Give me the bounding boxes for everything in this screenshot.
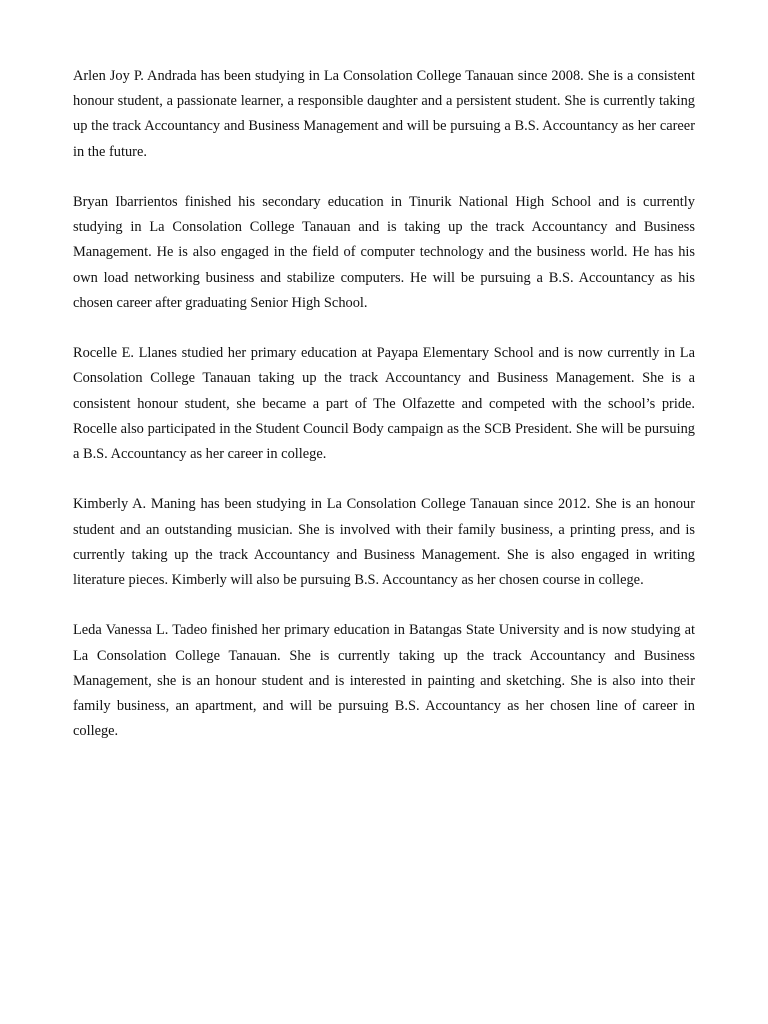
bio-maning: Kimberly A. Maning has been studying in La Consolation College Tanauan since 2012. She is an honour student and an outstanding musician. She is involved with their family business, a printing press, and is currently taking up the track Accountancy and Business Management. She is also engaged in writing literature pieces. Kimberly will also be pursuing B.S. Accountancy as her chosen course in college. [73,496,695,589]
bio-andrada: Arlen Joy P. Andrada has been studying in La Consolation College Tanauan since 2008. She is a consistent honour student, a passionate learner, a responsible daughter and a persistent student. She is currently taking up the track Accountancy and Business Management and will be pursuing a B.S. Accountancy as her career in the future. [73,68,695,160]
document-body [73,64,695,744]
bio-ibarrientos: Bryan Ibarrientos finished his secondary education in Tinurik National High School and is currently studying in La Consolation College Tanauan and is taking up the track Accountancy and Business Management. He is also engaged in the field of computer technology and the business world. He has his own load networking business and stabilize computers. He will be pursuing a B.S. Accountancy as his chosen career after graduating Senior High School. [73,194,695,311]
bio-llanes: Rocelle E. Llanes studied her primary education at Payapa Elementary School and is now currently in La Consolation College Tanauan taking up the track Accountancy and Business Management. She is a consistent honour student, she became a part of The Olfazette and competed with the school’s pride. Rocelle also participated in the Student Council Body campaign as the SCB President. She will be pursuing a B.S. Accountancy as her career in college. [73,345,695,463]
bio-tadeo: Leda Vanessa L. Tadeo finished her primary education in Batangas State University and is now studying at La Consolation College Tanauan. She is currently taking up the track Accountancy and Business Management, she is an honour student and is interested in painting and sketching. She is also into their family business, an apartment, and will be pursuing B.S. Accountancy as her chosen line of career in college. [73,622,695,740]
